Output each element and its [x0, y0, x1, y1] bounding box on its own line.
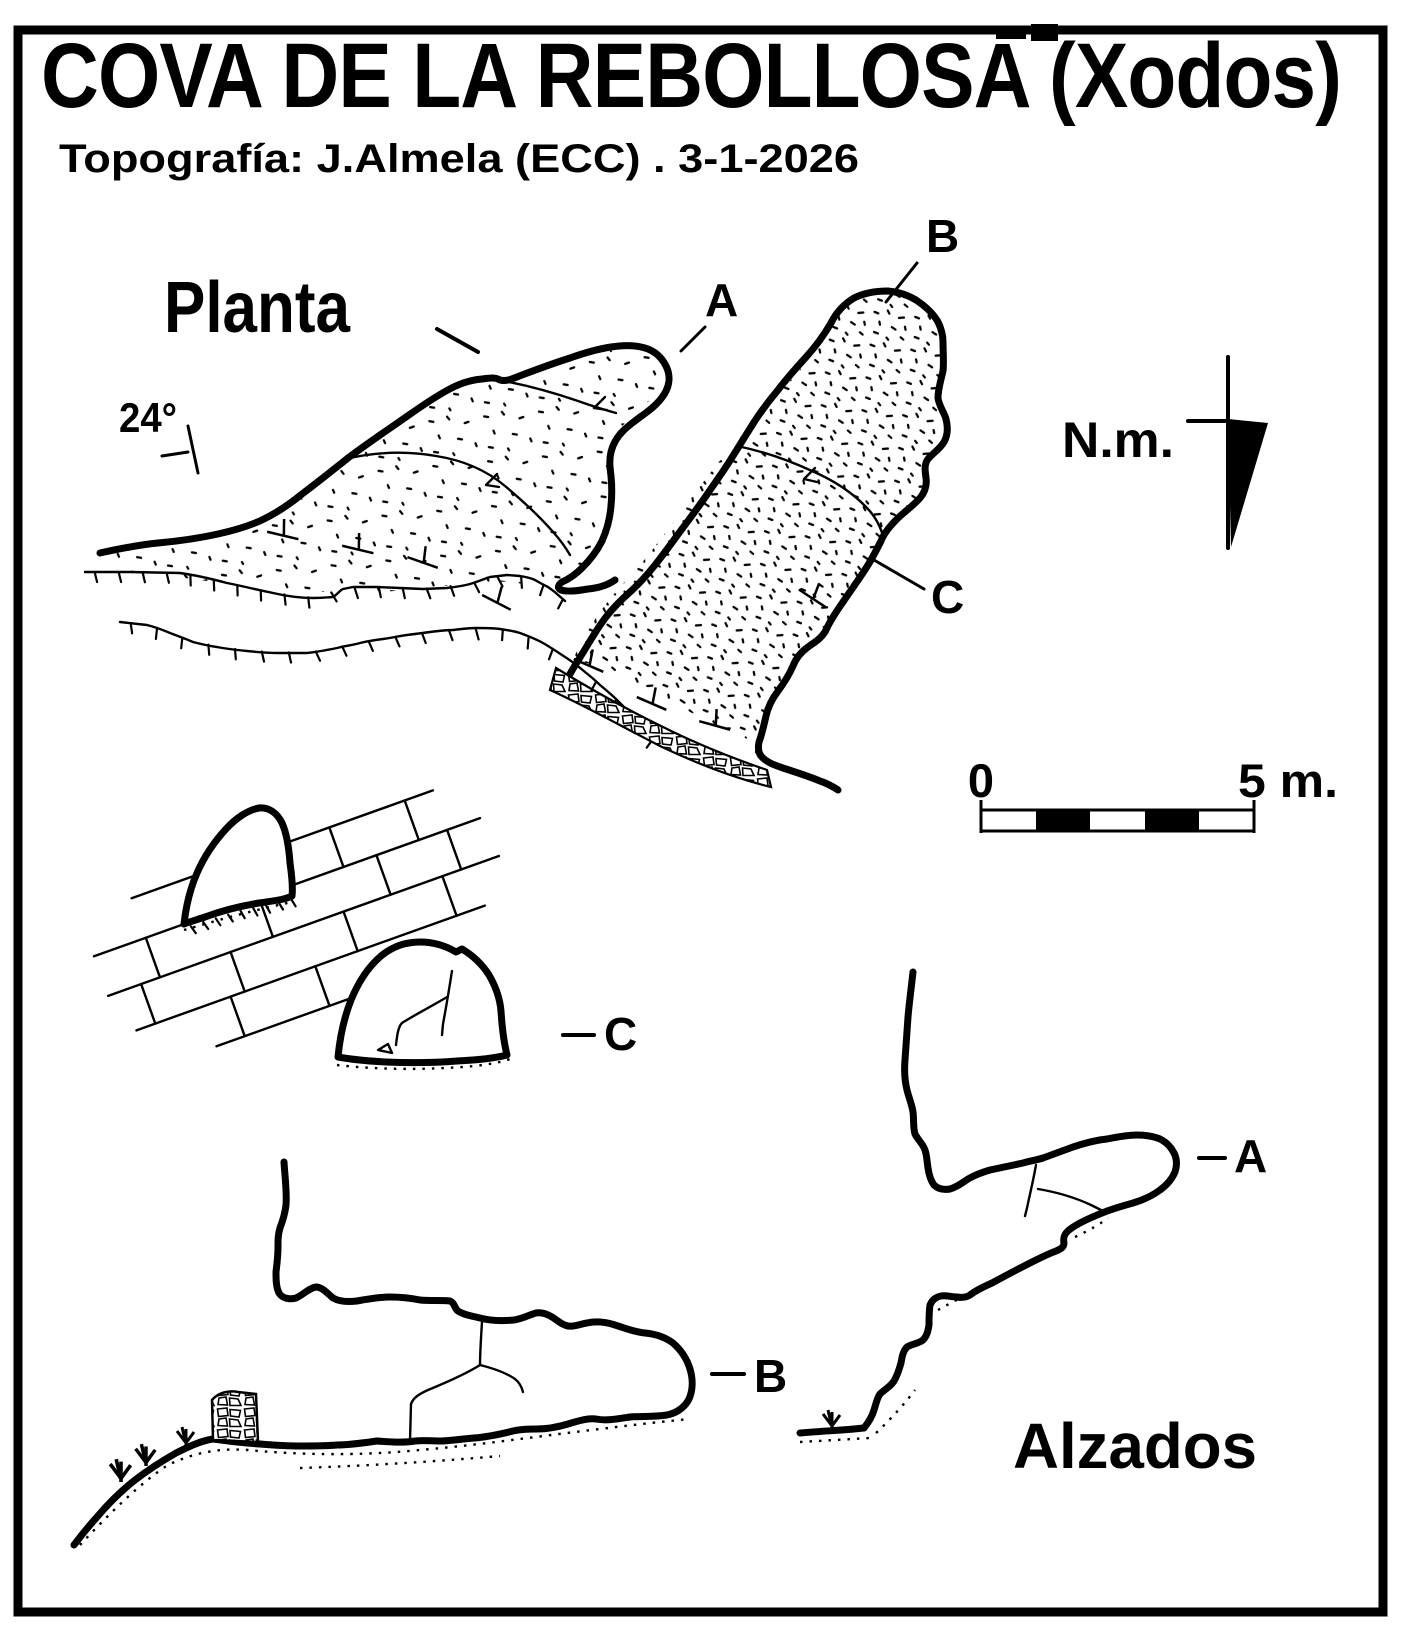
section-opening-large	[338, 942, 507, 1063]
hachure-tick	[342, 646, 346, 655]
dip-angle-label: 24°	[119, 394, 177, 441]
elevations	[74, 972, 1267, 1545]
station-b-label: B	[926, 210, 960, 262]
hachure-tick	[502, 630, 503, 640]
elevation-b	[74, 1162, 787, 1545]
hachure-tick	[427, 589, 431, 599]
hachure-tick	[156, 629, 157, 639]
plan-left-chamber-floor	[103, 348, 665, 592]
dip-tick	[162, 452, 188, 456]
hachure-tick	[422, 633, 426, 643]
hachure-tick	[131, 623, 132, 633]
hachure-tick	[540, 585, 543, 595]
hachure-tick	[476, 630, 479, 640]
hachure-tick	[521, 578, 522, 588]
section-c-label: C	[604, 1008, 638, 1060]
hachure-tick	[291, 899, 295, 906]
plan-view	[85, 210, 1338, 833]
hachure-tick	[216, 918, 221, 925]
elevation-b-crack	[480, 1365, 523, 1392]
hachure-tick	[395, 637, 399, 646]
hachure-tick	[308, 597, 309, 607]
scale-bar	[968, 754, 1338, 833]
plan-view-label: Planta	[164, 268, 351, 348]
station-c-leader	[874, 560, 924, 589]
hachure-tick	[549, 650, 553, 660]
scale-bar-segment	[1145, 810, 1199, 831]
hachure-tick	[143, 572, 145, 582]
station-c-label: C	[931, 571, 965, 623]
north-arrow	[1062, 357, 1268, 548]
elevation-b-label: B	[754, 1350, 788, 1402]
elevation-b-profile	[74, 1162, 692, 1545]
north-arrow-head-icon	[1228, 419, 1268, 547]
scale-bar-body	[981, 810, 1254, 831]
hachure-tick	[253, 908, 257, 915]
elevation-a-crack	[1025, 1165, 1036, 1216]
grass-tuft-icon	[136, 1444, 156, 1466]
sheet-subtitle: Topografía: J.Almela (ECC) . 3-1-2026	[59, 137, 859, 181]
elevation-b-stone-wall	[212, 1391, 258, 1442]
north-label: N.m.	[1062, 412, 1174, 468]
elevation-a	[800, 972, 1267, 1442]
plan-crack-mark	[437, 329, 478, 352]
hachure-tick	[449, 630, 453, 640]
scale-zero-label: 0	[967, 754, 995, 807]
scale-end-label: 5 m.	[1238, 754, 1338, 807]
hachure-tick	[474, 583, 479, 592]
elevation-b-ground-dots	[300, 1456, 500, 1468]
scale-bar-segment	[1036, 810, 1090, 831]
hachure-tick	[208, 645, 209, 655]
hachure-tick	[369, 642, 373, 651]
cross-section-c	[80, 777, 637, 1075]
grass-tuft-icon	[823, 1410, 840, 1429]
dip-strike-line	[188, 426, 198, 473]
hachure-tick	[528, 638, 529, 648]
elevations-label: Alzados	[1013, 1410, 1257, 1482]
floor-ledge-icon	[481, 581, 517, 610]
hachure-tick	[558, 599, 563, 608]
elevation-b-crack	[480, 1322, 482, 1365]
hachure-tick	[316, 651, 320, 660]
elevation-a-profile	[864, 972, 1176, 1428]
station-a-label: A	[705, 274, 739, 326]
hachure-tick	[284, 594, 285, 604]
sheet-title: COVA DE LA REBOLLOSA (Xodos)	[41, 25, 1341, 127]
hachure-tick	[95, 572, 98, 582]
elevation-a-crack	[1038, 1189, 1103, 1211]
elevation-b-crack	[410, 1365, 480, 1441]
hachure-tick	[235, 649, 236, 659]
elevation-b-ground-dots	[80, 1419, 690, 1545]
elevation-a-label: A	[1234, 1130, 1268, 1182]
hachure-tick	[279, 902, 283, 909]
station-a-leader	[681, 327, 705, 351]
grass-tuft-icon	[110, 1459, 130, 1482]
hachure-tick	[181, 638, 182, 648]
hachure-tick	[119, 572, 122, 582]
